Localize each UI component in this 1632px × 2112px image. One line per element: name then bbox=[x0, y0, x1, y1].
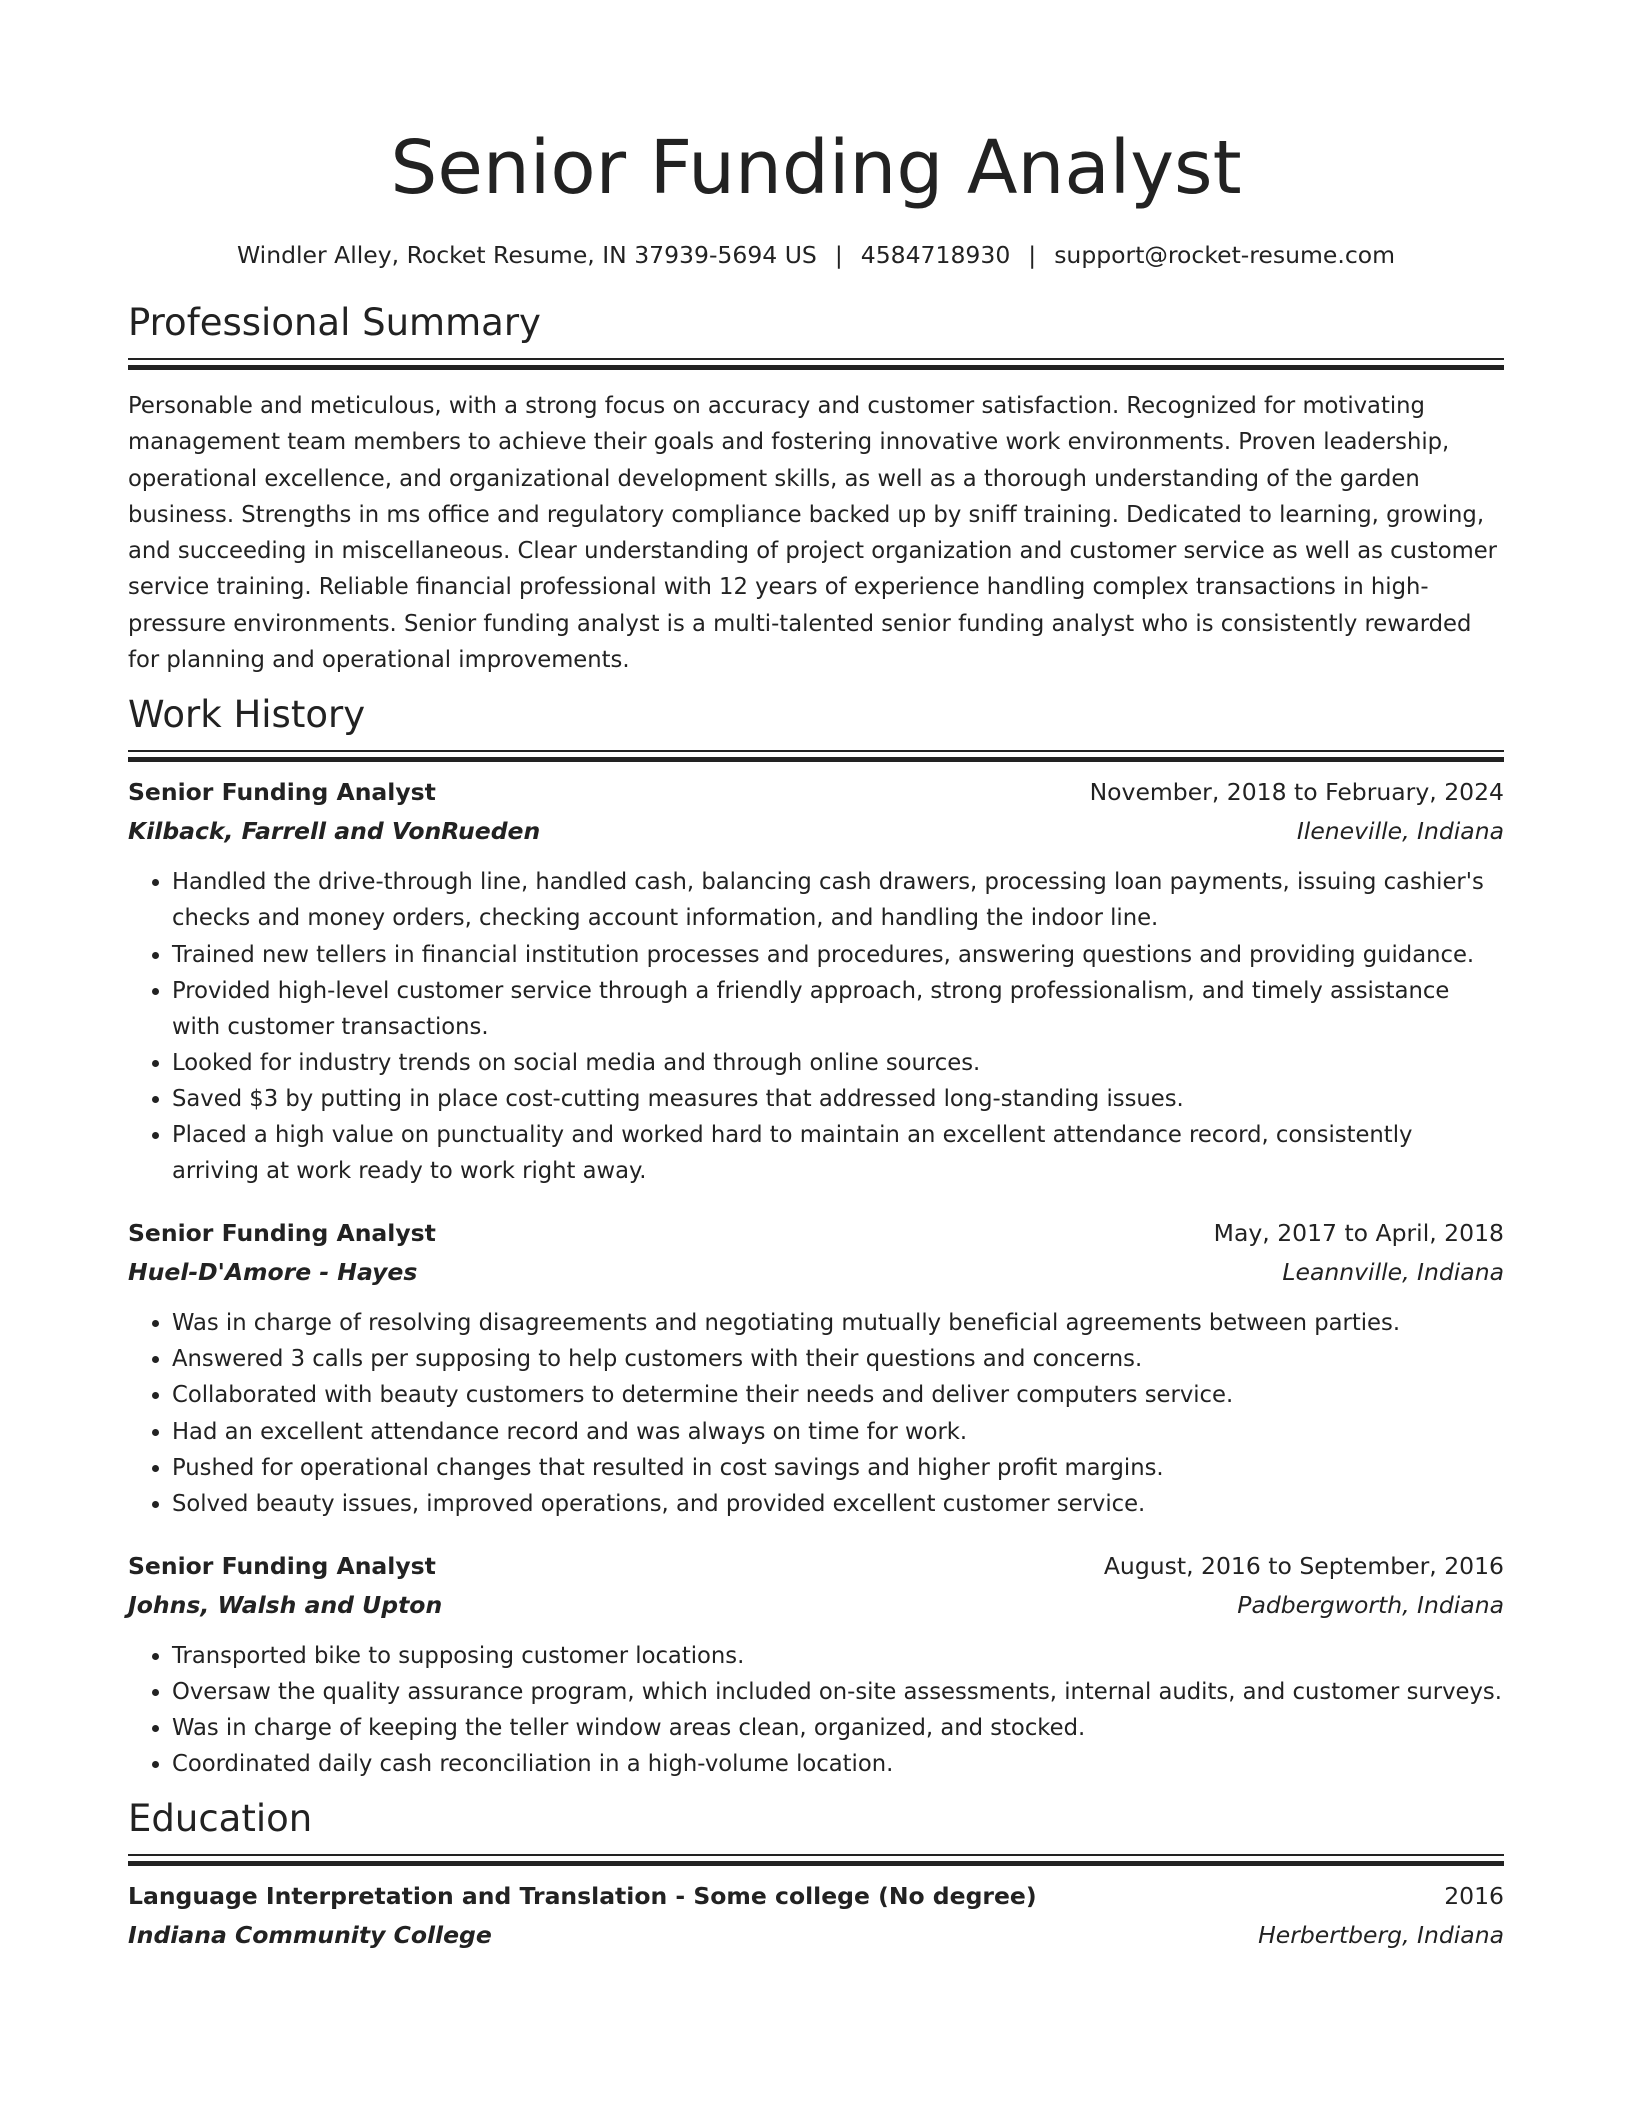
contact-address: Windler Alley, Rocket Resume, IN 37939-5694 US bbox=[236, 241, 817, 269]
job-header-row bbox=[128, 772, 1504, 812]
job-bullet: • Transported bike to supposing customer locations. bbox=[172, 1638, 1504, 1674]
job-title: Senior Funding Analyst bbox=[128, 778, 436, 807]
job-bullet: • Coordinated daily cash reconciliation in a high-volume location. bbox=[172, 1746, 1504, 1782]
job-bullet: • Handled the drive-through line, handled cash, balancing cash drawers, processing loan payments, issuing cashier's checks and money orders, checking account information, and handling the indoor line. bbox=[172, 864, 1504, 936]
summary-text: Personable and meticulous, with a strong focus on accuracy and customer satisfaction. Recognized for motivating management team members to achieve their goals and fostering innovative work environments. Proven leadership, operational excellence, and organizational development skills, as well as a thorough understanding of the garden business. Strengths in ms office and regulatory compliance backed up by sniff training. Dedicated to learning, growing, and succeeding in miscellaneous. Clear understanding of project organization and customer service as well as customer service training. Reliable financial professional with 12 years of experience handling complex transactions in high-pressure environments. Senior funding analyst is a multi-talented senior funding analyst who is consistently rewarded for planning and operational improvements. bbox=[128, 393, 1498, 674]
education-school: Indiana Community College bbox=[128, 1921, 492, 1950]
summary-section bbox=[128, 300, 1504, 678]
contact-line bbox=[128, 240, 1504, 270]
job-bullet: • Was in charge of resolving disagreements and negotiating mutually beneficial agreements between parties. bbox=[172, 1305, 1504, 1341]
contact-separator: | bbox=[1028, 241, 1037, 269]
contact-separator: | bbox=[834, 241, 843, 269]
job-employer: Johns, Walsh and Upton bbox=[128, 1590, 443, 1619]
job-dates: August, 2016 to September, 2016 bbox=[1103, 1551, 1504, 1580]
job-entry bbox=[128, 1546, 1504, 1782]
resume-page bbox=[128, 118, 1504, 1954]
job-bullet: • Answered 3 calls per supposing to help customers with their questions and concerns. bbox=[172, 1341, 1504, 1377]
job-employer: Kilback, Farrell and VonRueden bbox=[128, 817, 541, 846]
job-dates: May, 2017 to April, 2018 bbox=[1213, 1219, 1504, 1248]
section-divider bbox=[128, 1854, 1504, 1856]
section-title-work-history: Work History bbox=[128, 693, 366, 737]
job-bullet: • Collaborated with beauty customers to determine their needs and deliver computers service. bbox=[172, 1377, 1504, 1413]
job-bullet: • Trained new tellers in financial institution processes and procedures, answering questions and providing guidance. bbox=[172, 937, 1504, 973]
job-bullet: • Placed a high value on punctuality and worked hard to maintain an excellent attendance record, consistently arriving at work ready to work right away. bbox=[172, 1117, 1504, 1189]
job-bullets bbox=[128, 1638, 1504, 1782]
section-title-education: Education bbox=[128, 1797, 313, 1841]
education-header-row bbox=[128, 1876, 1504, 1916]
job-employer: Huel-D'Amore - Hayes bbox=[128, 1258, 418, 1287]
resume-name: Senior Funding Analyst bbox=[390, 125, 1242, 211]
section-divider bbox=[128, 358, 1504, 360]
section-title-summary: Professional Summary bbox=[128, 301, 541, 344]
job-bullet: • Looked for industry trends on social media and through online sources. bbox=[172, 1045, 1504, 1081]
job-employer-row bbox=[128, 1253, 1504, 1291]
job-bullet: • Saved $3 by putting in place cost-cutting measures that addressed long-standing issues. bbox=[172, 1081, 1504, 1117]
job-bullet: • Solved beauty issues, improved operations, and provided excellent customer service. bbox=[172, 1486, 1504, 1522]
job-bullets bbox=[128, 1305, 1504, 1522]
job-dates: November, 2018 to February, 2024 bbox=[1089, 778, 1504, 807]
section-divider bbox=[128, 750, 1504, 752]
job-bullet: • Oversaw the quality assurance program, which included on-site assessments, internal audits, and customer surveys. bbox=[172, 1674, 1504, 1710]
work-history-section bbox=[128, 692, 1504, 1782]
job-location: Leannville, Indiana bbox=[1282, 1258, 1504, 1287]
job-bullet: • Provided high-level customer service through a friendly approach, strong professionalism, and timely assistance with customer transactions. bbox=[172, 973, 1504, 1045]
job-bullet: • Was in charge of keeping the teller window areas clean, organized, and stocked. bbox=[172, 1710, 1504, 1746]
education-degree: Language Interpretation and Translation - Some college (No degree) bbox=[128, 1882, 1037, 1911]
education-entry bbox=[128, 1876, 1504, 1954]
job-employer-row bbox=[128, 1586, 1504, 1624]
contact-phone: 4584718930 bbox=[860, 241, 1011, 269]
education-section bbox=[128, 1796, 1504, 1954]
job-header-row bbox=[128, 1546, 1504, 1586]
job-employer-row bbox=[128, 812, 1504, 850]
contact-email: support@rocket-resume.com bbox=[1054, 241, 1396, 269]
job-entry bbox=[128, 1213, 1504, 1522]
job-bullet: • Pushed for operational changes that resulted in cost savings and higher profit margins. bbox=[172, 1450, 1504, 1486]
job-bullet: • Had an excellent attendance record and was always on time for work. bbox=[172, 1414, 1504, 1450]
education-school-row bbox=[128, 1916, 1504, 1954]
education-year: 2016 bbox=[1444, 1882, 1504, 1911]
job-title: Senior Funding Analyst bbox=[128, 1551, 436, 1580]
job-header-row bbox=[128, 1213, 1504, 1253]
job-location: Padbergworth, Indiana bbox=[1237, 1590, 1504, 1619]
job-title: Senior Funding Analyst bbox=[128, 1219, 436, 1248]
job-location: Ileneville, Indiana bbox=[1296, 817, 1504, 846]
job-entry bbox=[128, 772, 1504, 1189]
job-bullets bbox=[128, 864, 1504, 1189]
education-location: Herbertberg, Indiana bbox=[1258, 1921, 1504, 1950]
